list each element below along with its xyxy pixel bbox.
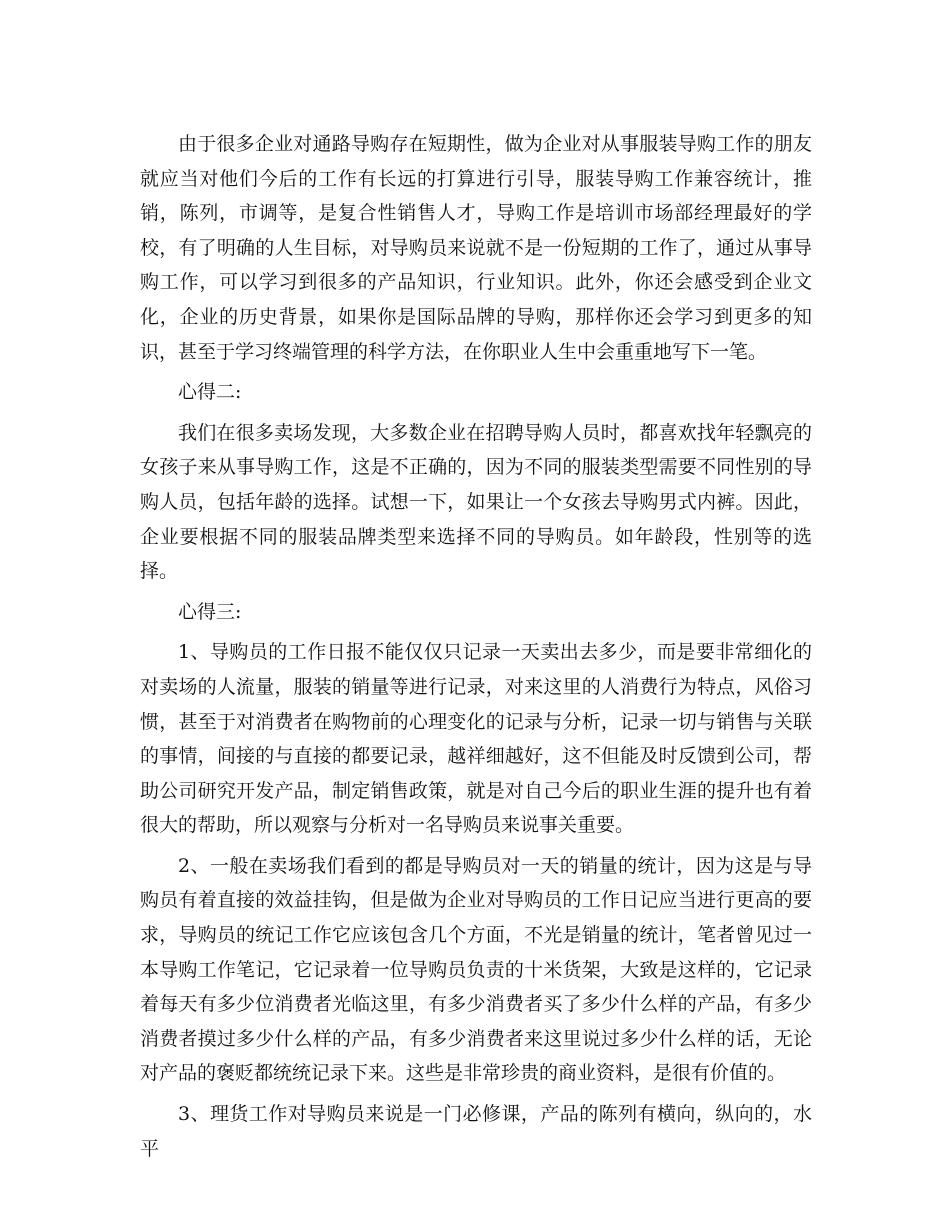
heading-insight-two: 心得二: [178, 381, 242, 404]
document-body [140, 127, 812, 1172]
heading-insight-three: 心得三: [178, 600, 242, 623]
paragraph-point-one: 1、导购员的工作日报不能仅仅只记录一天卖出去多少，而是要非常细化的对卖场的人流量，服装的销量等进行记录，对来这里的人消费行为特点，风俗习惯，甚至于对消费者在购物前的心理变化的记录与分析，记录一切与销售与关联的事情，间接的与直接的都要记录，越祥细越好，这不但能及时反馈到公司，帮助公司研究开发产品，制定销售政策，就是对自己今后的职业生涯的提升也有着很大的帮助，所以观察与分析对一名导购员来说事关重要。 [140, 641, 812, 837]
paragraph-point-two: 2、一般在卖场我们看到的都是导购员对一天的销量的统计，因为这是与导购员有着直接的效益挂钩，但是做为企业对导购员的工作日记应当进行更高的要求，导购员的统记工作它应该包含几个方面，不光是销量的统计，笔者曾见过一本导购工作笔记，它记录着一位导购员负责的十米货架，大致是这样的，它记录着每天有多少位消费者光临这里，有多少消费者买了多少什么样的产品，有多少消费者摸过多少什么样的产品，有多少消费者来这里说过多少什么样的话，无论对产品的褒贬都统统记录下来。这些是非常珍贵的商业资料，是很有价值的。 [140, 854, 812, 1085]
paragraph-intro: 由于很多企业对通路导购存在短期性，做为企业对从事服装导购工作的朋友就应当对他们今后的工作有长远的打算进行引导，服装导购工作兼容统计，推销，陈列，市调等，是复合性销售人才，导购工作是培训市场部经理最好的学校，有了明确的人生目标，对导购员来说就不是一份短期的工作了，通过从事导购工作，可以学习到很多的产品知识，行业知识。此外，你还会感受到企业文化，企业的历史背景，如果你是国际品牌的导购，那样你还会学习到更多的知识，甚至于学习终端管理的科学方法，在你职业人生中会重重地写下一笔。 [140, 133, 812, 363]
paragraph-point-three: 3、理货工作对导购员来说是一门必修课，产品的陈列有横向，纵向的，水平 [140, 1103, 812, 1160]
paragraph-insight-two: 我们在很多卖场发现，大多数企业在招聘导购人员时，都喜欢找年轻飘亮的女孩子来从事导购工作，这是不正确的，因为不同的服装类型需要不同性别的导购人员，包括年龄的选择。试想一下，如果让一个女孩去导购男式内裤。因此，企业要根据不同的服装品牌类型来选择不同的导购员。如年龄段，性别等的选择。 [140, 421, 812, 583]
